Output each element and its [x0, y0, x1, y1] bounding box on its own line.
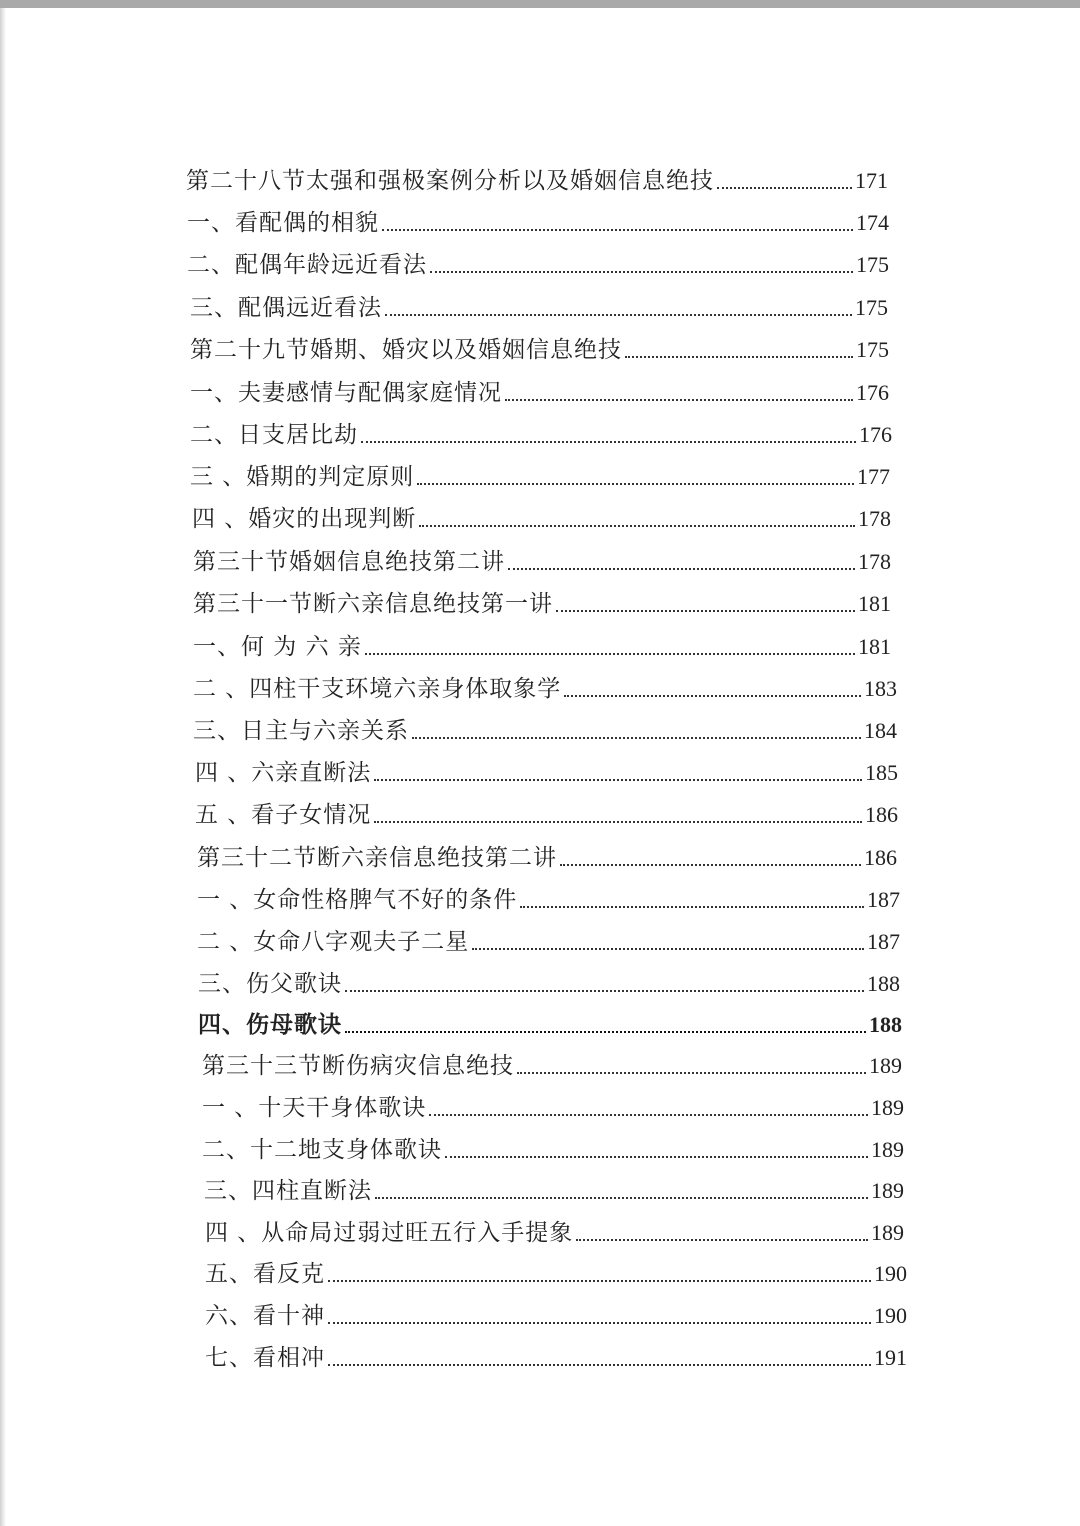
- toc-leader-dots: [382, 229, 853, 231]
- toc-leader-dots: [517, 1072, 866, 1074]
- toc-entry-page: 186: [864, 845, 897, 870]
- toc-leader-dots: [625, 356, 853, 358]
- toc-leader-dots: [508, 568, 855, 570]
- toc-entry-title: 四 、婚灾的出现判断: [192, 506, 417, 532]
- toc-entry-title: 五 、看子女情况: [195, 802, 372, 828]
- toc-leader-dots: [385, 314, 852, 316]
- toc-entry-page: 185: [865, 760, 898, 785]
- toc-entry-title: 一、夫妻感情与配偶家庭情况: [190, 380, 502, 406]
- toc-entry-title: 第三十二节断六亲信息绝技第二讲: [197, 845, 557, 871]
- toc-entry: [197, 921, 900, 957]
- toc-entry: [202, 1087, 904, 1123]
- toc-entry-title: 六、看十神: [205, 1303, 325, 1329]
- toc-leader-dots: [564, 695, 861, 697]
- toc-entry-title: 二、日支居比劫: [190, 422, 358, 448]
- toc-entry-page: 184: [864, 718, 897, 743]
- toc-entry-page: 181: [858, 591, 891, 616]
- toc-entry-page: 176: [859, 422, 892, 447]
- toc-entry-title: 三 、婚期的判定原则: [190, 464, 415, 490]
- toc-entry-page: 186: [865, 802, 898, 827]
- toc-entry: [198, 1004, 902, 1040]
- toc-leader-dots: [520, 906, 864, 908]
- toc-leader-dots: [328, 1280, 871, 1282]
- toc-entry-page: 191: [874, 1345, 907, 1370]
- toc-entry: [193, 541, 891, 577]
- toc-leader-dots: [361, 441, 856, 443]
- toc-leader-dots: [345, 1031, 866, 1033]
- toc-entry-title: 二 、四柱干支环境六亲身体取象学: [193, 676, 562, 702]
- toc-entry-title: 五、看反克: [205, 1261, 325, 1287]
- toc-entry-title: 第二十八节太强和强极案例分析以及婚姻信息绝技: [186, 168, 714, 194]
- toc-entry: [202, 1045, 902, 1081]
- toc-entry: [204, 1170, 904, 1206]
- toc-entry-page: 178: [858, 506, 891, 531]
- toc-entry-title: 四、伤母歌诀: [198, 1011, 342, 1038]
- toc-entry-page: 189: [871, 1220, 904, 1245]
- toc-leader-dots: [560, 864, 861, 866]
- toc-entry-page: 183: [864, 676, 897, 701]
- toc-entry-page: 189: [871, 1095, 904, 1120]
- toc-leader-dots: [556, 610, 855, 612]
- toc-entry-title: 三、伤父歌诀: [198, 971, 342, 997]
- toc-entry: [195, 794, 898, 830]
- toc-entry: [197, 837, 897, 873]
- toc-entry-page: 175: [855, 295, 888, 320]
- toc-entry-page: 190: [874, 1303, 907, 1328]
- toc-entry-page: 187: [867, 887, 900, 912]
- toc-entry: [193, 710, 897, 746]
- toc-leader-dots: [412, 737, 861, 739]
- toc-entry-title: 七、看相冲: [205, 1345, 325, 1371]
- toc-entry: [193, 668, 897, 704]
- toc-leader-dots: [375, 1197, 868, 1199]
- toc-entry: [205, 1295, 907, 1331]
- toc-entry-title: 第三十节婚姻信息绝技第二讲: [193, 549, 505, 575]
- toc-entry-page: 174: [856, 210, 889, 235]
- toc-leader-dots: [717, 187, 852, 189]
- toc-entry: [202, 1129, 904, 1165]
- toc-entry-title: 一、看配偶的相貌: [187, 210, 379, 236]
- toc-leader-dots: [328, 1364, 871, 1366]
- toc-entry-page: 189: [869, 1053, 902, 1078]
- toc-entry: [190, 287, 888, 323]
- toc-leader-dots: [365, 653, 855, 655]
- toc-entry-page: 188: [869, 1012, 902, 1037]
- toc-entry: [205, 1253, 907, 1289]
- toc-entry-title: 一 、女命性格脾气不好的条件: [197, 887, 518, 913]
- toc-leader-dots: [374, 779, 862, 781]
- toc-leader-dots: [445, 1156, 868, 1158]
- toc-leader-dots: [417, 483, 854, 485]
- toc-entry-title: 四 、从命局过弱过旺五行入手提象: [205, 1220, 574, 1246]
- toc-leader-dots: [419, 525, 855, 527]
- toc-entry-page: 177: [857, 464, 890, 489]
- toc-leader-dots: [472, 948, 864, 950]
- toc-leader-dots: [328, 1322, 871, 1324]
- toc-entry-page: 176: [856, 380, 889, 405]
- toc-entry-page: 187: [867, 929, 900, 954]
- toc-entry: [187, 244, 889, 280]
- toc-entry: [187, 202, 889, 238]
- toc-entry: [190, 372, 889, 408]
- toc-entry-page: 181: [858, 634, 891, 659]
- toc-leader-dots: [345, 990, 864, 992]
- toc-entry-page: 189: [871, 1178, 904, 1203]
- toc-entry: [205, 1337, 907, 1373]
- toc-entry-title: 二、十二地支身体歌诀: [202, 1137, 442, 1163]
- toc-entry-title: 一、何 为 六 亲: [193, 634, 362, 660]
- toc-entry-page: 175: [856, 337, 889, 362]
- toc-entry-page: 171: [855, 168, 888, 193]
- toc-entry: [190, 414, 892, 450]
- toc-entry: [193, 583, 891, 619]
- toc-leader-dots: [374, 821, 862, 823]
- toc-entry: [190, 329, 889, 365]
- toc-entry-title: 二、配偶年龄远近看法: [187, 252, 427, 278]
- toc-entry-page: 188: [867, 971, 900, 996]
- toc-entry-title: 第三十三节断伤病灾信息绝技: [202, 1053, 514, 1079]
- toc-entry: [195, 752, 898, 788]
- toc-entry: [190, 456, 890, 492]
- toc-entry-title: 四 、六亲直断法: [195, 760, 372, 786]
- toc-entry: [192, 498, 891, 534]
- toc-entry-title: 三、配偶远近看法: [190, 295, 382, 321]
- toc-entry: [198, 963, 900, 999]
- toc-entry-title: 三、日主与六亲关系: [193, 718, 409, 744]
- toc-leader-dots: [429, 1114, 868, 1116]
- toc-entry-title: 一 、十天干身体歌诀: [202, 1095, 427, 1121]
- toc-leader-dots: [505, 399, 853, 401]
- toc-entry-title: 第二十九节婚期、婚灾以及婚姻信息绝技: [190, 337, 622, 363]
- toc-entry-page: 189: [871, 1137, 904, 1162]
- toc-leader-dots: [576, 1239, 868, 1241]
- toc-entry: [205, 1212, 904, 1248]
- toc-entry: [193, 626, 891, 662]
- toc-entry-title: 三、四柱直断法: [204, 1178, 372, 1204]
- toc-entry: [186, 160, 888, 196]
- toc-entry: [197, 879, 900, 915]
- toc-entry-title: 二 、女命八字观夫子二星: [197, 929, 470, 955]
- toc-entry-page: 178: [858, 549, 891, 574]
- toc-leader-dots: [430, 271, 853, 273]
- toc-entry-title: 第三十一节断六亲信息绝技第一讲: [193, 591, 553, 617]
- toc-entry-page: 175: [856, 252, 889, 277]
- toc-entry-page: 190: [874, 1261, 907, 1286]
